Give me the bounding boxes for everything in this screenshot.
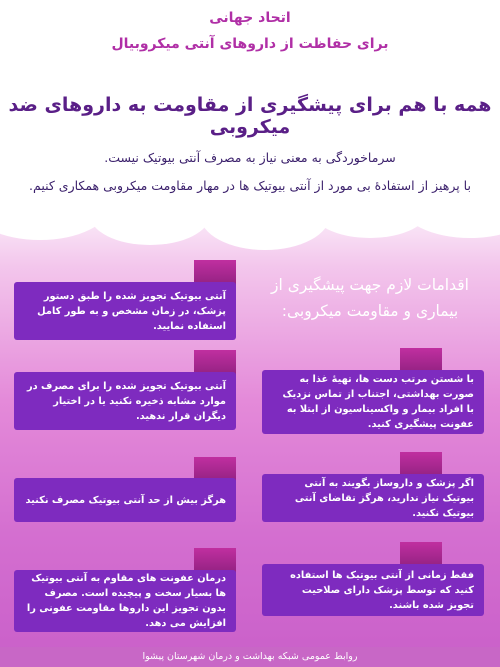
tip-text: هرگز بیش از حد آنتی بیوتیک مصرف نکنید <box>25 494 226 506</box>
tip-card-right-2 <box>262 474 484 522</box>
section-title: اقدامات لازم جهت پیشگیری از بیماری و مقاومت میکروبی: <box>271 276 469 320</box>
title-line-1: اتحاد جهانی <box>209 10 291 26</box>
intro-line-1: سرماخوردگی به معنی نیاز به مصرف آنتی بیوتیک نیست. <box>104 150 396 165</box>
tip-text: آنتی بیوتیک تجویز شده را طبق دستور پزشک، در زمان مشخص و به طور کامل استفاده نمایید. <box>37 290 226 332</box>
headline: همه با هم برای پیشگیری از مقاومت به داروهای ضد میکروبی <box>8 94 492 138</box>
tip-text: اگر پزشک و داروساز بگویند به آنتی بیوتیک نیاز ندارید، هرگز تقاضای آنتی بیوتیک نکنید. <box>294 477 474 519</box>
tip-text: فقط زمانی از آنتی بیوتیک ها استفاده کنید که توسط پزشک دارای صلاحیت تجویز شده باشند. <box>290 569 474 611</box>
tip-card-left-2 <box>14 372 236 430</box>
tip-card-right-1 <box>262 370 484 434</box>
cloud-bump <box>90 185 210 245</box>
tip-text: با شستن مرتب دست ها، تهیۀ غذا به صورت بهداشتی، اجتناب از تماس نزدیک با افراد بیمار و واکسیناسیون از ابتلا به عفونت پیشگیری کنید. <box>282 374 474 430</box>
tip-card-right-3 <box>262 564 484 616</box>
title-line-2: برای حفاظت از داروهای آنتی میکروبیال <box>111 36 389 52</box>
tip-card-left-3 <box>14 478 236 522</box>
intro-line-2: با پرهیز از استفادۀ بی مورد از آنتی بیوتیک ها در مهار مقاومت میکروبی همکاری کنیم. <box>29 178 471 193</box>
footer: روابط عمومی شبکه بهداشت و درمان شهرستان پیشوا <box>0 647 500 667</box>
tip-card-left-4 <box>14 570 236 632</box>
tip-card-left-1 <box>14 282 236 340</box>
tip-text: آنتی بیوتیک تجویز شده را برای مصرف در موارد مشابه ذخیره نکنید یا در اختیار دیگران قرار ندهید. <box>26 380 226 422</box>
tip-text: درمان عفونت های مقاوم به آنتی بیوتیک ها بسیار سخت و پیچیده است. مصرف بدون تجویز این داروها مقاومت عفونی را افزایش می دهد. <box>26 573 226 629</box>
